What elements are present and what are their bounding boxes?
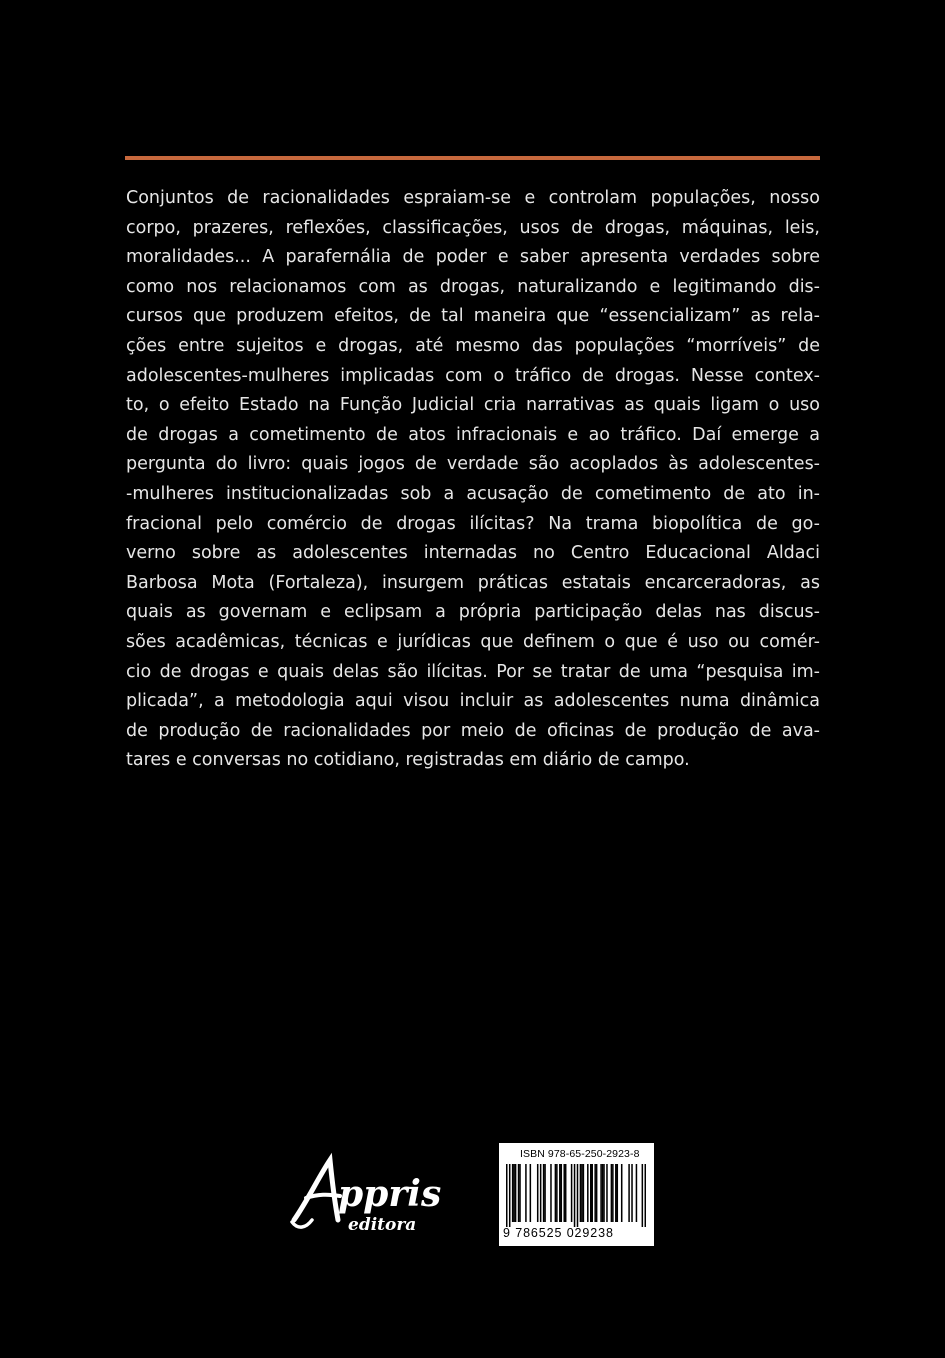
barcode-bar	[530, 1164, 532, 1222]
synopsis-line: cio de drogas e quais delas são ilícitas. Por se tratar de uma “pesquisa im-	[126, 661, 820, 682]
synopsis-line: cursos que produzem efeitos, de tal maneira que “essencializam” as rela-	[126, 306, 820, 327]
barcode-bar	[512, 1164, 514, 1222]
synopsis-line: tares e conversas no cotidiano, registradas em diário de campo.	[126, 750, 690, 771]
barcode-bar	[631, 1164, 633, 1222]
appris-logo-mark	[288, 1150, 468, 1240]
barcode-bar	[561, 1164, 563, 1222]
barcode-bar	[602, 1164, 604, 1222]
barcode-bar	[544, 1164, 546, 1222]
barcode-bar	[600, 1164, 602, 1222]
barcode-bar	[540, 1164, 542, 1222]
barcode-bar	[550, 1164, 552, 1222]
isbn-barcode	[499, 1143, 654, 1246]
barcode-bar	[518, 1164, 520, 1222]
barcode-bar	[563, 1164, 565, 1222]
synopsis-line: pergunta do livro: quais jogos de verdade são acoplados às adolescentes-	[126, 454, 820, 475]
synopsis-line: moralidades... A parafernália de poder e saber apresenta verdades sobre	[126, 247, 820, 268]
barcode-bar	[590, 1164, 592, 1222]
barcode-bar	[621, 1164, 623, 1222]
synopsis-line: adolescentes-mulheres implicadas com o tráfico de drogas. Nesse contex-	[126, 365, 820, 386]
barcode-bar	[628, 1164, 630, 1222]
synopsis-line: -mulheres institucionalizadas sob a acusação de cometimento de ato in-	[126, 483, 820, 504]
synopsis-line: corpo, prazeres, reflexões, classificações, usos de drogas, máquinas, leis,	[126, 217, 820, 238]
synopsis-line: Barbosa Mota (Fortaleza), insurgem práticas estatais encarceradoras, as	[126, 572, 820, 593]
barcode-bar	[555, 1164, 557, 1222]
isbn-label: ISBN 978-65-250-2923-8	[520, 1148, 640, 1160]
barcode-bar	[574, 1164, 576, 1227]
barcode-bar	[617, 1164, 619, 1222]
accent-divider	[125, 156, 820, 160]
synopsis-text	[126, 184, 820, 776]
barcode-bar	[581, 1164, 583, 1222]
barcode-bar	[636, 1164, 638, 1222]
synopsis-line: Conjuntos de racionalidades espraiam-se e controlam populações, nosso	[126, 188, 820, 208]
barcode-bar	[543, 1164, 545, 1222]
publisher-logo	[288, 1150, 468, 1240]
barcode-bar	[577, 1164, 579, 1227]
barcode-bar	[591, 1164, 593, 1222]
synopsis-line: de produção de racionalidades por meio de oficinas de produção de ava-	[126, 720, 820, 741]
barcode-bar	[612, 1164, 614, 1222]
synopsis-line: como nos relacionamos com as drogas, naturalizando e legitimando dis-	[126, 276, 820, 297]
publisher-name: ppris	[338, 1173, 442, 1215]
synopsis-line: verno sobre as adolescentes internadas no Centro Educacional Aldaci	[126, 543, 820, 564]
barcode-bar	[615, 1164, 617, 1222]
barcode-bar	[606, 1164, 608, 1222]
publisher-subtitle: editora	[348, 1215, 417, 1235]
barcode-bars	[506, 1164, 646, 1227]
barcode-bar	[565, 1164, 567, 1222]
barcode-bar	[594, 1164, 596, 1222]
barcode-bar	[596, 1164, 598, 1222]
synopsis-line: de drogas a cometimento de atos infracionais e ao tráfico. Daí emerge a	[126, 424, 820, 445]
barcode-bar	[515, 1164, 517, 1222]
barcode-bar	[587, 1164, 589, 1222]
barcode-digits: 9 786525 029238	[503, 1226, 614, 1240]
synopsis-line: fracional pelo comércio de drogas ilícitas? Na trama biopolítica de go-	[126, 513, 820, 534]
barcode-bar	[513, 1164, 515, 1222]
barcode-bar	[519, 1164, 521, 1222]
barcode-bar	[645, 1164, 646, 1227]
barcode-bar	[537, 1164, 539, 1222]
synopsis-line: ções entre sujeitos e drogas, até mesmo das populações “morríveis” de	[126, 335, 820, 356]
barcode-bar	[571, 1164, 573, 1222]
barcode-bar	[642, 1164, 644, 1227]
barcode-bar	[603, 1164, 605, 1222]
barcode-bar	[580, 1164, 582, 1222]
barcode-bar	[556, 1164, 558, 1222]
barcode-bar	[611, 1164, 613, 1222]
synopsis-line: quais as governam e eclipsam a própria participação delas nas discus-	[126, 602, 820, 623]
barcode-bar	[525, 1164, 527, 1222]
barcode-bar	[583, 1164, 585, 1222]
synopsis-line: to, o efeito Estado na Função Judicial cria narrativas as quais ligam o uso	[126, 395, 820, 416]
barcode-bar	[509, 1164, 511, 1227]
synopsis-line: sões acadêmicas, técnicas e jurídicas que definem o que é uso ou comér-	[126, 631, 820, 652]
barcode-bar	[559, 1164, 561, 1222]
barcode-bar	[506, 1164, 508, 1227]
synopsis-line: plicada”, a metodologia aqui visou incluir as adolescentes numa dinâmica	[126, 691, 820, 712]
